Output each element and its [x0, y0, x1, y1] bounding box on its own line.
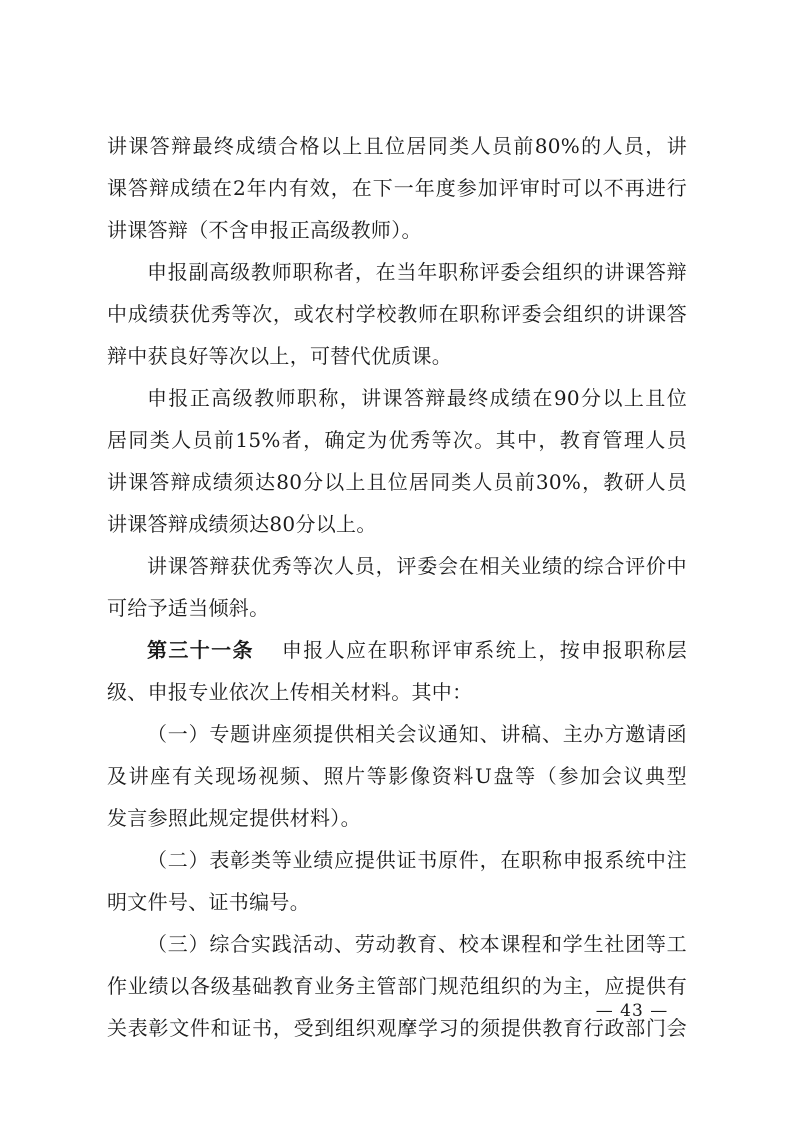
- article-31-line-1: [147, 632, 687, 668]
- paragraph-2-line-2: 中成绩获优秀等次，或农村学校教师在职称评委会组织的讲课答: [107, 302, 687, 326]
- paragraph-1-line-3: 讲课答辩（不含申报正高级教师）。: [107, 218, 422, 242]
- article-31-text: 申报人应在职称评审系统上，按申报职称层: [281, 638, 687, 662]
- item-1-line-2: 及讲座有关现场视频、照片等影像资料U盘等（参加会议典型: [107, 764, 687, 788]
- item-2-line-1: （二）表彰类等业绩应提供证书原件，在职称申报系统中注: [147, 848, 687, 872]
- item-3-line-2: 作业绩以各级基础教育业务主管部门规范组织的为主，应提供有: [107, 974, 687, 998]
- item-2-line-2: 明文件号、证书编号。: [107, 890, 310, 914]
- paragraph-3-line-4: 讲课答辩成绩须达80分以上。: [107, 512, 377, 536]
- paragraph-2-line-3: 辩中获良好等次以上，可替代优质课。: [107, 344, 453, 368]
- paragraph-3-line-3: 讲课答辩成绩须达80分以上且位居同类人员前30%，教研人员: [107, 470, 687, 494]
- item-1-line-3: 发言参照此规定提供材料）。: [107, 806, 361, 830]
- paragraph-2-line-1: 申报副高级教师职称者，在当年职称评委会组织的讲课答辩: [147, 260, 687, 284]
- item-1-line-1: （一）专题讲座须提供相关会议通知、讲稿、主办方邀请函: [147, 722, 687, 746]
- paragraph-4-line-2: 可给予适当倾斜。: [107, 596, 270, 620]
- paragraph-3-line-2: 居同类人员前15%者，确定为优秀等次。其中，教育管理人员: [107, 428, 687, 452]
- paragraph-1-line-1: 讲课答辩最终成绩合格以上且位居同类人员前80%的人员，讲: [107, 134, 687, 158]
- article-heading: 第三十一条: [147, 638, 254, 662]
- paragraph-4-line-1: 讲课答辩获优秀等次人员，评委会在相关业绩的综合评价中: [147, 554, 687, 578]
- article-31-line-2: 级、申报专业依次上传相关材料。其中：: [107, 680, 473, 704]
- paragraph-3-line-1: 申报正高级教师职称，讲课答辩最终成绩在90分以上且位: [147, 386, 687, 410]
- paragraph-1-line-2: 课答辩成绩在2年内有效，在下一年度参加评审时可以不再进行: [107, 176, 687, 200]
- item-3-line-3: 关表彰文件和证书，受到组织观摩学习的须提供教育行政部门会: [107, 1016, 687, 1040]
- page-number: — 43 —: [595, 1001, 669, 1021]
- item-3-line-1: （三）综合实践活动、劳动教育、校本课程和学生社团等工: [147, 932, 687, 956]
